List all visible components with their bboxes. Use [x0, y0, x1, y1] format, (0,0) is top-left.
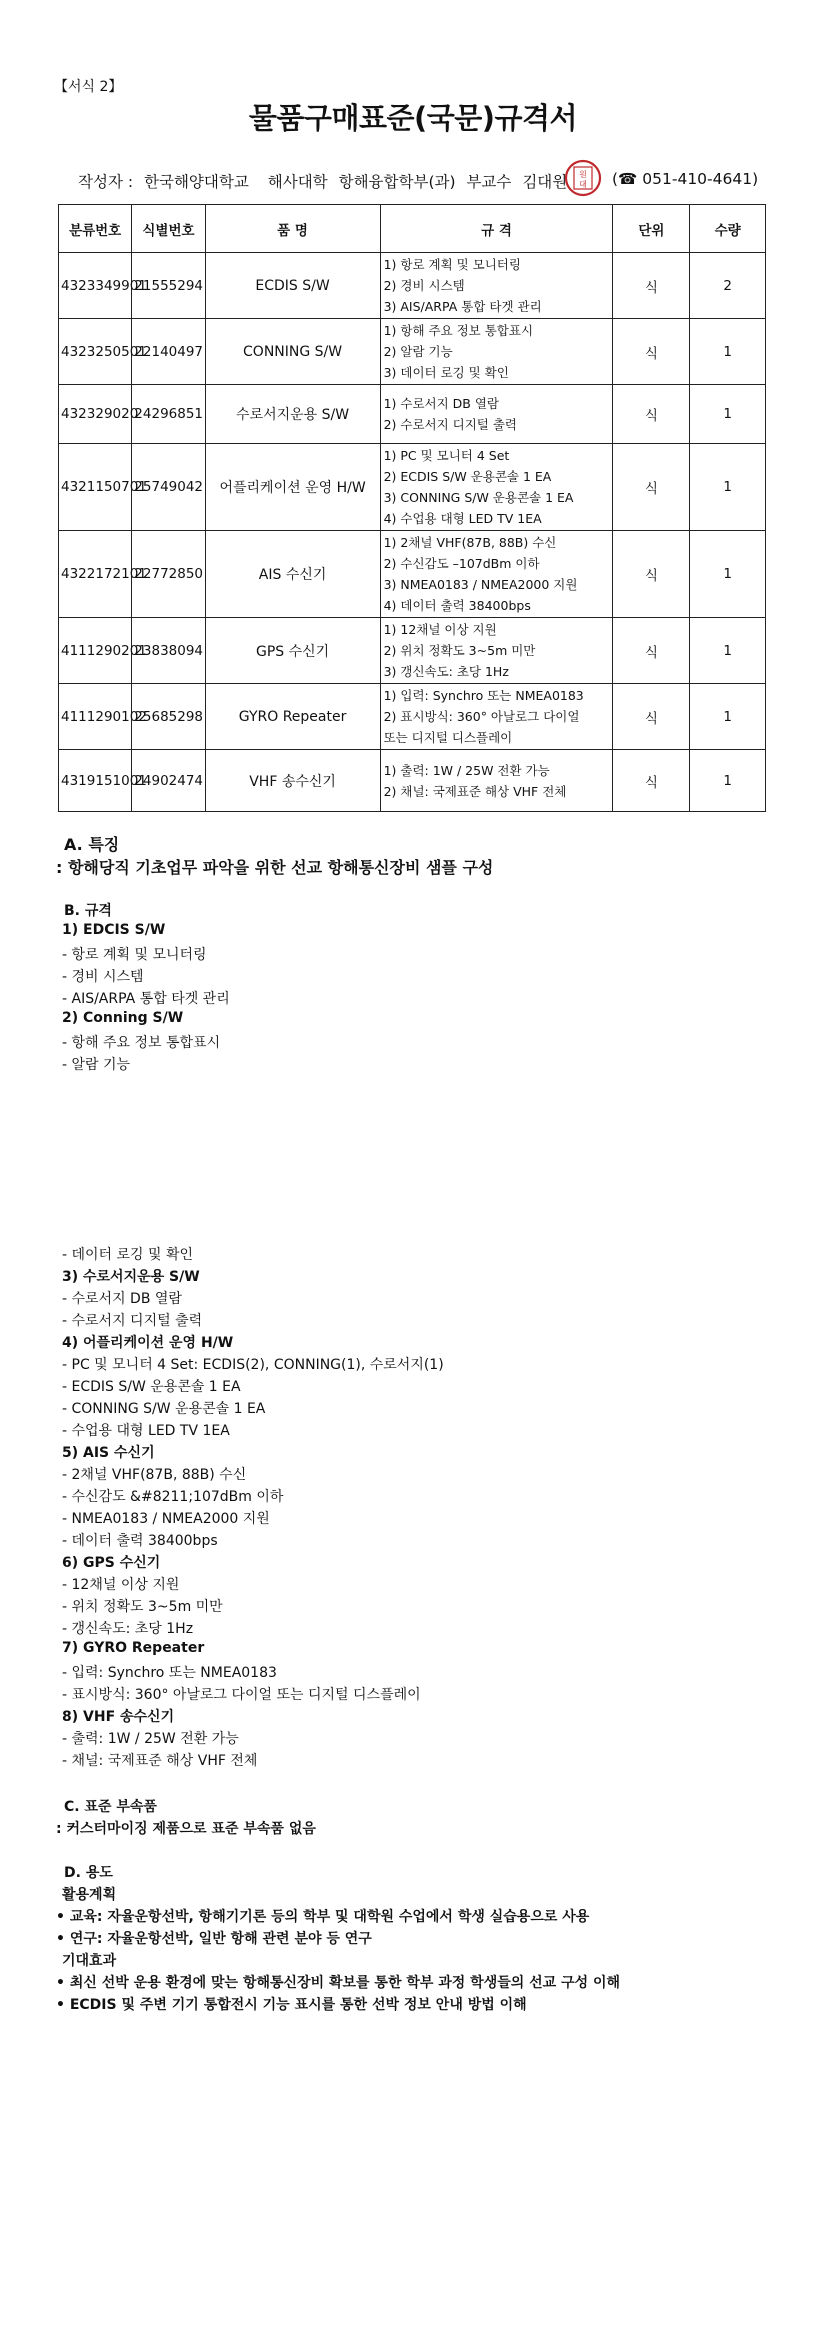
cell-name: ECDIS S/W — [205, 253, 380, 319]
cell-id: 25749042 — [132, 444, 205, 531]
author-line — [78, 170, 573, 192]
cell-id: 23838094 — [132, 618, 205, 684]
section-a-text: : 항해당직 기초업무 파악을 위한 선교 항해통신장비 샘플 구성 — [56, 858, 494, 877]
cell-unit: 식 — [613, 444, 690, 531]
b1-title: 1) EDCIS S/W — [62, 922, 166, 938]
cell-spec: 1) 항로 계획 및 모니터링 2) 경비 시스템 3) AIS/ARPA 통합 타겟 관리 — [380, 253, 613, 319]
cell-cls: 4111290201 — [59, 618, 132, 684]
list-item: - 알람 기능 — [62, 1057, 131, 1073]
svg-text:대: 대 — [579, 180, 587, 189]
cell-id: 21555294 — [132, 253, 205, 319]
spec-table — [58, 204, 766, 812]
list-item: - 항로 계획 및 모니터링 — [62, 947, 207, 963]
cell-unit: 식 — [613, 385, 690, 444]
list-item: - 수신감도 &#8211;107dBm 이하 — [62, 1489, 284, 1505]
table-row — [59, 750, 766, 812]
list-item: - 출력: 1W / 25W 전환 가능 — [62, 1731, 239, 1747]
cell-name: 수로서지운용 S/W — [205, 385, 380, 444]
section-c-text: : 커스터마이징 제품으로 표준 부속품 없음 — [56, 1821, 316, 1837]
header-name: 품 명 — [205, 205, 380, 253]
section-a-title: A. 특징 — [64, 835, 120, 854]
cell-spec: 1) 12채널 이상 지원 2) 위치 정확도 3~5m 미만 3) 갱신속도: 초당 1Hz — [380, 618, 613, 684]
cell-unit: 식 — [613, 253, 690, 319]
cell-spec: 1) PC 및 모니터 4 Set 2) ECDIS S/W 운용콘솔 1 EA 3) CONNING S/W 운용콘솔 1 EA 4) 수업용 대형 LED TV 1EA — [380, 444, 613, 531]
list-item: - 채널: 국제표준 해상 VHF 전체 — [62, 1753, 258, 1769]
list-item: - 표시방식: 360° 아날로그 다이얼 또는 디지털 디스플레이 — [62, 1687, 421, 1703]
cell-qty: 1 — [690, 618, 766, 684]
list-item: - 12채널 이상 지원 — [62, 1577, 180, 1593]
author-dept: 항해융합학부(과) — [338, 173, 456, 191]
cell-id: 24902474 — [132, 750, 205, 812]
author-school: 한국해양대학교 — [144, 173, 249, 191]
b6-title: 6) GPS 수신기 — [62, 1555, 161, 1571]
table-row — [59, 319, 766, 385]
table-row — [59, 684, 766, 750]
document-title: 물품구매표준(국문)규격서 — [248, 101, 578, 135]
cell-qty: 1 — [690, 750, 766, 812]
d-effect-2: • ECDIS 및 주변 기기 통합전시 기능 표시를 통한 선박 정보 안내 방법 이해 — [56, 1997, 527, 2013]
table-row — [59, 531, 766, 618]
author-name: 김대원 — [522, 173, 568, 191]
header-id: 식별번호 — [132, 205, 205, 253]
cell-qty: 1 — [690, 684, 766, 750]
author-position: 부교수 — [466, 173, 512, 191]
b4-title: 4) 어플리케이션 운영 H/W — [62, 1335, 234, 1351]
cell-qty: 1 — [690, 531, 766, 618]
cell-id: 24296851 — [132, 385, 205, 444]
section-d-title: D. 용도 — [64, 1865, 113, 1881]
cell-qty: 1 — [690, 385, 766, 444]
list-item: - NMEA0183 / NMEA2000 지원 — [62, 1511, 270, 1527]
seal-text: 원 — [579, 170, 587, 179]
table-row — [59, 618, 766, 684]
list-item: - AIS/ARPA 통합 타겟 관리 — [62, 991, 230, 1007]
author-label: 작성자 : — [78, 173, 134, 191]
cell-cls: 4323250501 — [59, 319, 132, 385]
cell-spec: 1) 수로서지 DB 열람 2) 수로서지 디지털 출력 — [380, 385, 613, 444]
list-item: - 데이터 출력 38400bps — [62, 1533, 218, 1549]
table-header-row — [59, 205, 766, 253]
form-number: 【서식 2】 — [54, 79, 123, 95]
cell-spec: 1) 출력: 1W / 25W 전환 가능 2) 채널: 국제표준 해상 VHF 전체 — [380, 750, 613, 812]
header-spec: 규 격 — [380, 205, 613, 253]
list-item: - 항해 주요 정보 통합표시 — [62, 1035, 221, 1051]
d-research: • 연구: 자율운항선박, 일반 항해 관련 분야 등 연구 — [56, 1931, 372, 1947]
d-plan-label: 활용계획 — [62, 1887, 117, 1903]
table-row — [59, 444, 766, 531]
cell-id: 22140497 — [132, 319, 205, 385]
cell-qty: 1 — [690, 319, 766, 385]
table-row — [59, 385, 766, 444]
cell-name: 어플리케이션 운영 H/W — [205, 444, 380, 531]
cell-name: GPS 수신기 — [205, 618, 380, 684]
cell-cls: 432329020 — [59, 385, 132, 444]
list-item: - PC 및 모니터 4 Set: ECDIS(2), CONNING(1), 수로서지(1) — [62, 1357, 444, 1373]
cell-id: 22772850 — [132, 531, 205, 618]
cell-unit: 식 — [613, 750, 690, 812]
cell-cls: 4321150701 — [59, 444, 132, 531]
list-item: - 2채널 VHF(87B, 88B) 수신 — [62, 1467, 247, 1483]
d-effect-label: 기대효과 — [62, 1953, 117, 1969]
list-item: - 갱신속도: 초당 1Hz — [62, 1621, 194, 1637]
list-item: - 데이터 로깅 및 확인 — [62, 1247, 194, 1263]
cell-cls: 4111290102 — [59, 684, 132, 750]
section-c-title: C. 표준 부속품 — [64, 1799, 157, 1815]
author-phone: (☎ 051-410-4641) — [612, 170, 759, 188]
table-row — [59, 253, 766, 319]
cell-unit: 식 — [613, 531, 690, 618]
b8-title: 8) VHF 송수신기 — [62, 1709, 175, 1725]
cell-unit: 식 — [613, 319, 690, 385]
cell-id: 25685298 — [132, 684, 205, 750]
cell-qty: 1 — [690, 444, 766, 531]
b3-title: 3) 수로서지운용 S/W — [62, 1269, 200, 1285]
d-edu: • 교육: 자율운항선박, 항해기기론 등의 학부 및 대학원 수업에서 학생 실습용으로 사용 — [56, 1909, 590, 1925]
cell-name: VHF 송수신기 — [205, 750, 380, 812]
cell-name: AIS 수신기 — [205, 531, 380, 618]
cell-name: CONNING S/W — [205, 319, 380, 385]
cell-name: GYRO Repeater — [205, 684, 380, 750]
list-item: - 수로서지 디지털 출력 — [62, 1313, 203, 1329]
b2-title: 2) Conning S/W — [62, 1010, 184, 1026]
cell-cls: 4322172101 — [59, 531, 132, 618]
d-effect-1: • 최신 선박 운용 환경에 맞는 항해통신장비 확보를 통한 학부 과정 학생들의 선교 구성 이해 — [56, 1975, 621, 1991]
cell-cls: 4323349901 — [59, 253, 132, 319]
author-college: 해사대학 — [267, 173, 328, 191]
list-item: - 수로서지 DB 열람 — [62, 1291, 182, 1307]
cell-unit: 식 — [613, 684, 690, 750]
cell-spec: 1) 입력: Synchro 또는 NMEA0183 2) 표시방식: 360° 아날로그 다이얼 또는 디지털 디스플레이 — [380, 684, 613, 750]
list-item: - 입력: Synchro 또는 NMEA0183 — [62, 1665, 277, 1681]
cell-cls: 4319151001 — [59, 750, 132, 812]
cell-qty: 2 — [690, 253, 766, 319]
list-item: - 위치 정확도 3~5m 미만 — [62, 1599, 223, 1615]
b5-title: 5) AIS 수신기 — [62, 1445, 155, 1461]
header-cls: 분류번호 — [59, 205, 132, 253]
cell-spec: 1) 2채널 VHF(87B, 88B) 수신 2) 수신감도 –107dBm 이하 3) NMEA0183 / NMEA2000 지원 4) 데이터 출력 38400bps — [380, 531, 613, 618]
cell-spec: 1) 항해 주요 정보 통합표시 2) 알람 기능 3) 데이터 로깅 및 확인 — [380, 319, 613, 385]
seal-stamp-icon — [563, 158, 603, 198]
header-unit: 단위 — [613, 205, 690, 253]
header-qty: 수량 — [690, 205, 766, 253]
section-b-title: B. 규격 — [64, 903, 112, 919]
list-item: - CONNING S/W 운용콘솔 1 EA — [62, 1401, 266, 1417]
cell-unit: 식 — [613, 618, 690, 684]
list-item: - 수업용 대형 LED TV 1EA — [62, 1423, 230, 1439]
b7-title: 7) GYRO Repeater — [62, 1640, 205, 1656]
list-item: - 경비 시스템 — [62, 969, 144, 985]
list-item: - ECDIS S/W 운용콘솔 1 EA — [62, 1379, 241, 1395]
